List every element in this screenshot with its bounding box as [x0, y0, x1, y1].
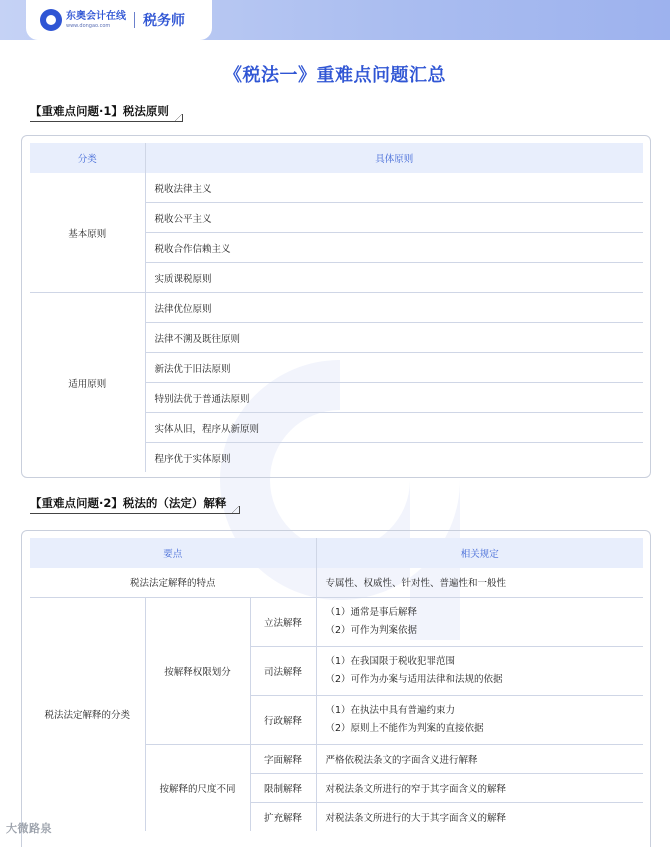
- page-title: 《税法一》重难点问题汇总: [224, 65, 446, 86]
- column-header: 要点: [30, 538, 316, 568]
- corner-mark-icon: [175, 114, 183, 121]
- scale-label-cell: 按解释的尺度不同: [145, 744, 250, 831]
- rule-cell: 对税法条文所进行的窄于其字面含义的解释: [316, 773, 643, 802]
- rule-cell: [316, 646, 643, 695]
- column-header: 分类: [30, 143, 145, 173]
- table-row: [30, 293, 643, 323]
- table-header-row: [30, 538, 643, 568]
- brand-url: www.dongao.com: [66, 22, 111, 29]
- table-row: [30, 568, 643, 597]
- type-cell: 司法解释: [250, 646, 316, 695]
- column-header: 具体原则: [145, 143, 643, 173]
- brand-logo-text: [66, 12, 126, 29]
- authority-label-cell: 按解释权限划分: [145, 597, 250, 744]
- brand-tab: [26, 0, 212, 40]
- type-cell: 扩充解释: [250, 802, 316, 831]
- rule-line: （2）可作为办案与适用法律和法规的依据: [325, 673, 503, 685]
- principles-card: [21, 135, 651, 478]
- feature-label-cell: 税法法定解释的特点: [30, 568, 316, 597]
- principle-cell: 实体从旧，程序从新原则: [145, 413, 643, 443]
- category-cell: 适用原则: [30, 293, 145, 473]
- type-cell: 字面解释: [250, 744, 316, 773]
- principle-cell: 程序优于实体原则: [154, 453, 231, 465]
- rule-cell: [316, 695, 643, 744]
- brand-title: 税务师: [143, 13, 185, 29]
- rule-line: （2）可作为判案依据: [325, 624, 418, 636]
- type-cell: 立法解释: [250, 597, 316, 646]
- brand-name: 东奥会计在线: [66, 10, 126, 22]
- category-cell: 基本原则: [30, 173, 145, 293]
- table-row: [30, 173, 643, 203]
- rule-line: （1）在我国限于税收犯罪范围: [325, 655, 456, 667]
- interpretation-card: [21, 530, 651, 847]
- section2-heading-text: 【重难点问题·2】税法的（法定）解释: [30, 496, 227, 510]
- principle-cell: 税收公平主义: [145, 203, 643, 233]
- rule-line: （2）原则上不能作为判案的直接依据: [325, 722, 484, 734]
- principle-cell: 税收合作信赖主义: [145, 233, 643, 263]
- classification-label-cell: 税法法定解释的分类: [30, 597, 145, 831]
- interpretation-table: [30, 538, 643, 831]
- rule-cell: 严格依税法条文的字面含义进行解释: [316, 744, 643, 773]
- principle-cell: 实质课税原则: [145, 263, 643, 293]
- principle-cell: 法律优位原则: [145, 293, 643, 323]
- principles-table: [30, 143, 643, 472]
- section2-heading: [30, 495, 240, 514]
- type-cell: 行政解释: [250, 695, 316, 744]
- feature-value-cell: 专属性、权威性、针对性、普遍性和一般性: [316, 568, 643, 597]
- corner-mark-icon: [232, 506, 240, 513]
- section1-heading: [30, 103, 183, 122]
- dongao-logo-icon: [40, 9, 62, 31]
- type-cell: 限制解释: [250, 773, 316, 802]
- principle-cell: 特别法优于普通法原则: [145, 383, 643, 413]
- rule-line: （1）在执法中具有普遍约束力: [325, 704, 456, 716]
- footer-watermark: 大微路泉: [6, 822, 52, 835]
- principle-cell: 新法优于旧法原则: [145, 353, 643, 383]
- principle-cell: 法律不溯及既往原则: [145, 323, 643, 353]
- rule-line: （1）通常是事后解释: [325, 606, 418, 618]
- section1-heading-text: 【重难点问题·1】税法原则: [30, 104, 169, 118]
- brand-divider: [134, 12, 135, 28]
- table-header-row: [30, 143, 643, 173]
- table-row: [30, 597, 643, 646]
- rule-cell: [316, 597, 643, 646]
- rule-cell: 对税法条文所进行的大于其字面含义的解释: [325, 812, 507, 824]
- principle-cell: 税收法律主义: [145, 173, 643, 203]
- column-header: 相关规定: [316, 538, 643, 568]
